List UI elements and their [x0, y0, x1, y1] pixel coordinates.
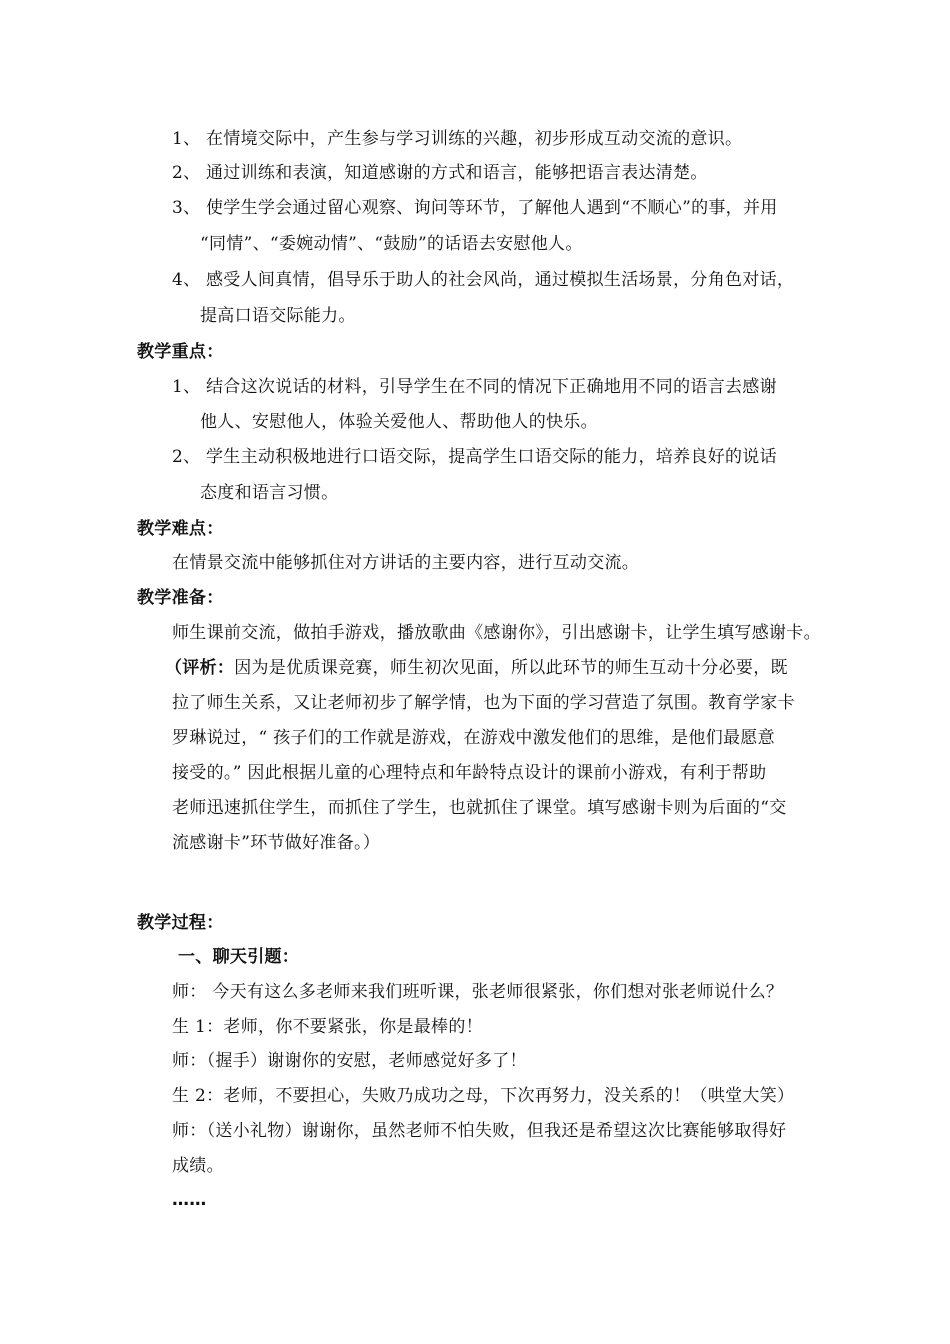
- difficulties-text: 在情景交流中能够抓住对方讲话的主要内容，进行互动交流。: [172, 553, 640, 573]
- preparation-text: 师生课前交流，做拍手游戏，播放歌曲《感谢你》，引出感谢卡，让学生填写感谢卡。: [172, 623, 821, 643]
- dialogue-line-6: 成绩。: [172, 1156, 224, 1176]
- process-heading: 教学过程：: [137, 913, 224, 933]
- goal-text: 通过训练和表演，知道感谢的方式和语言，能够把语言表达清楚。: [206, 163, 708, 183]
- key-point-text: 学生主动积极地进行口语交际，提高学生口语交际的能力，培养良好的说话: [206, 447, 777, 467]
- key-point-item-1-continuation: 他人、安慰他人，体验关爱他人、帮助他人的快乐。: [200, 412, 598, 432]
- comment-line-5: 老师迅速抓住学生，而抓住了学生，也就抓住了课堂。填写感谢卡则为后面的“交: [172, 798, 787, 818]
- dialogue-line-3: 师：（握手）谢谢你的安慰，老师感觉好多了！: [172, 1051, 527, 1071]
- goal-number: 2、: [172, 163, 201, 183]
- comment-line-6: 流感谢卡”环节做好准备。）: [172, 833, 381, 853]
- goal-item-3: [172, 197, 778, 219]
- section-heading-1: 一、聊天引题：: [178, 947, 300, 967]
- preparation-heading: 教学准备：: [137, 588, 224, 608]
- goal-item-2: [172, 162, 708, 184]
- key-point-number: 2、: [172, 447, 201, 467]
- goal-text: 使学生学会通过留心观察、询问等环节，了解他人遇到“不顺心”的事，并用: [206, 198, 778, 218]
- comment-line-3: 罗琳说过，“ 孩子们的工作就是游戏，在游戏中激发他们的思维，是他们最愿意: [172, 728, 775, 748]
- comment-text: 因为是优质课竞赛，师生初次见面，所以此环节的师生互动十分必要，既: [234, 658, 788, 678]
- key-point-item-2: [172, 446, 777, 468]
- goal-number: 1、: [172, 129, 201, 149]
- goal-text: 在情境交际中，产生参与学习训练的兴趣，初步形成互动交流的意识。: [206, 129, 743, 149]
- key-point-text: 结合这次说话的材料，引导学生在不同的情况下正确地用不同的语言去感谢: [206, 377, 777, 397]
- key-point-item-1: [172, 376, 777, 398]
- goal-item-1: [172, 128, 742, 150]
- comment-line-2: 拉了师生关系，又让老师初步了解学情，也为下面的学习营造了氛围。教育学家卡: [172, 693, 795, 713]
- comment-line-4: 接受的。” 因此根据儿童的心理特点和年龄特点设计的课前小游戏，有利于帮助: [172, 763, 767, 783]
- dialogue-line-5: 师：（送小礼物）谢谢你，虽然老师不怕失败，但我还是希望这次比赛能够取得好: [172, 1121, 787, 1141]
- goal-item-4: [172, 269, 794, 291]
- dialogue-line-4: 生 2：老师，不要担心，失败乃成功之母，下次再努力，没关系的！（哄堂大笑）: [172, 1086, 795, 1106]
- comment-line-1: [165, 657, 788, 679]
- goal-text: 感受人间真情，倡导乐于助人的社会风尚，通过模拟生活场景，分角色对话，: [206, 270, 795, 290]
- difficulties-heading: 教学难点：: [137, 519, 224, 539]
- dialogue-line-1: 师： 今天有这么多老师来我们班听课，张老师很紧张，你们想对张老师说什么？: [172, 982, 784, 1002]
- dialogue-line-2: 生 1：老师，你不要紧张，你是最棒的！: [172, 1017, 483, 1037]
- key-points-heading: 教学重点：: [137, 342, 224, 362]
- goal-number: 3、: [172, 198, 201, 218]
- goal-item-3-continuation: “同情”、“委婉动情”、“鼓励”的话语去安慰他人。: [200, 234, 583, 254]
- comment-label: （评析：: [165, 658, 235, 678]
- ellipsis: ……: [172, 1190, 207, 1210]
- key-point-number: 1、: [172, 377, 201, 397]
- goal-number: 4、: [172, 270, 201, 290]
- key-point-item-2-continuation: 态度和语言习惯。: [200, 483, 339, 503]
- goal-item-4-continuation: 提高口语交际能力。: [200, 306, 356, 326]
